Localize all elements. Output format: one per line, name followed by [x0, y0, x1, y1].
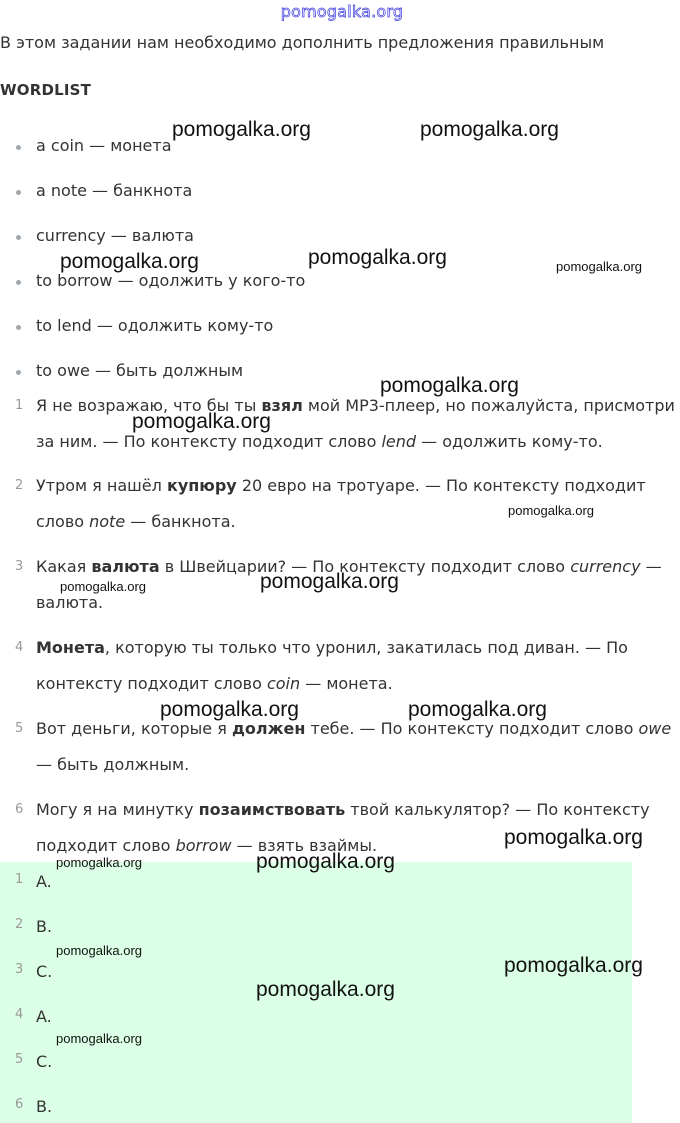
watermark: pomogalka.org — [132, 410, 271, 433]
question-text: Могу я на минутку позаимствовать твой калькулятор? — По контексту подходит слово borrow — взять взаймы. — [36, 800, 650, 855]
question-number: 4 — [15, 640, 24, 655]
wordlist-item-text: to borrow — одолжить у кого-то — [36, 271, 306, 290]
question-text: Монета, которую ты только что уронил, закатилась под диван. — По контексту подходит слово coin — монета. — [36, 638, 628, 693]
question-number: 1 — [15, 398, 24, 413]
question-text: Я не возражаю, что бы ты взял мой MP3-плеер, но пожалуйста, присмотри за ним. — По контексту подходит слово lend — одолжить кому-то. — [36, 396, 675, 451]
wordlist-heading: WORDLIST — [0, 81, 92, 99]
answer-text: C. — [36, 962, 53, 981]
watermark: pomogalka.org — [504, 826, 643, 849]
wordlist-item-text: a coin — монета — [36, 136, 172, 155]
intro-text: В этом задании нам необходимо дополнить предложения правильным — [0, 33, 605, 52]
watermark: pomogalka.org — [256, 850, 395, 873]
watermark: pomogalka.org — [504, 954, 643, 977]
watermark: pomogalka.org — [408, 698, 547, 721]
bullet-icon — [16, 190, 21, 195]
answer-text: C. — [36, 1052, 53, 1071]
question-number: 3 — [15, 559, 24, 574]
answer-number: 5 — [15, 1052, 24, 1067]
bullet-icon — [16, 370, 21, 375]
site-header-logo[interactable]: pomogalka.org — [280, 2, 404, 21]
watermark: pomogalka.org — [308, 246, 447, 269]
bullet-icon — [16, 145, 21, 150]
answer-number: 6 — [15, 1097, 24, 1112]
watermark: pomogalka.org — [556, 259, 642, 274]
watermark: pomogalka.org — [60, 250, 199, 273]
bullet-icon — [16, 280, 21, 285]
watermark: pomogalka.org — [420, 118, 559, 141]
answer-text: A. — [36, 1007, 52, 1026]
question-text: Утром я нашёл купюру 20 евро на тротуаре. — По контексту подходит слово note — банкнота. — [36, 476, 646, 531]
watermark: pomogalka.org — [160, 698, 299, 721]
bullet-icon — [16, 325, 21, 330]
question-number: 5 — [15, 721, 24, 736]
watermark: pomogalka.org — [60, 579, 146, 594]
bullet-icon — [16, 235, 21, 240]
watermark: pomogalka.org — [508, 503, 594, 518]
question-text: Вот деньги, которые я должен тебе. — По контексту подходит слово owe — быть должным. — [36, 719, 672, 774]
watermark: pomogalka.org — [56, 855, 142, 870]
answer-number: 1 — [15, 872, 24, 887]
answer-number: 4 — [15, 1007, 24, 1022]
answer-number: 2 — [15, 917, 24, 932]
watermark: pomogalka.org — [380, 374, 519, 397]
question-number: 2 — [15, 478, 24, 493]
question-number: 6 — [15, 802, 24, 817]
wordlist-item-text: currency — валюта — [36, 226, 194, 245]
answer-text: B. — [36, 1097, 53, 1116]
wordlist-item-text: to owe — быть должным — [36, 361, 244, 380]
wordlist-item-text: a note — банкнота — [36, 181, 193, 200]
watermark: pomogalka.org — [260, 570, 399, 593]
wordlist-item-text: to lend — одолжить кому-то — [36, 316, 274, 335]
watermark: pomogalka.org — [172, 118, 311, 141]
answer-number: 3 — [15, 962, 24, 977]
watermark: pomogalka.org — [56, 1031, 142, 1046]
answer-text: A. — [36, 872, 52, 891]
watermark: pomogalka.org — [56, 943, 142, 958]
question-text: Какая валюта в Швейцарии? — По контексту подходит слово currency — валюта. — [36, 557, 662, 612]
answer-text: B. — [36, 917, 53, 936]
watermark: pomogalka.org — [256, 978, 395, 1001]
